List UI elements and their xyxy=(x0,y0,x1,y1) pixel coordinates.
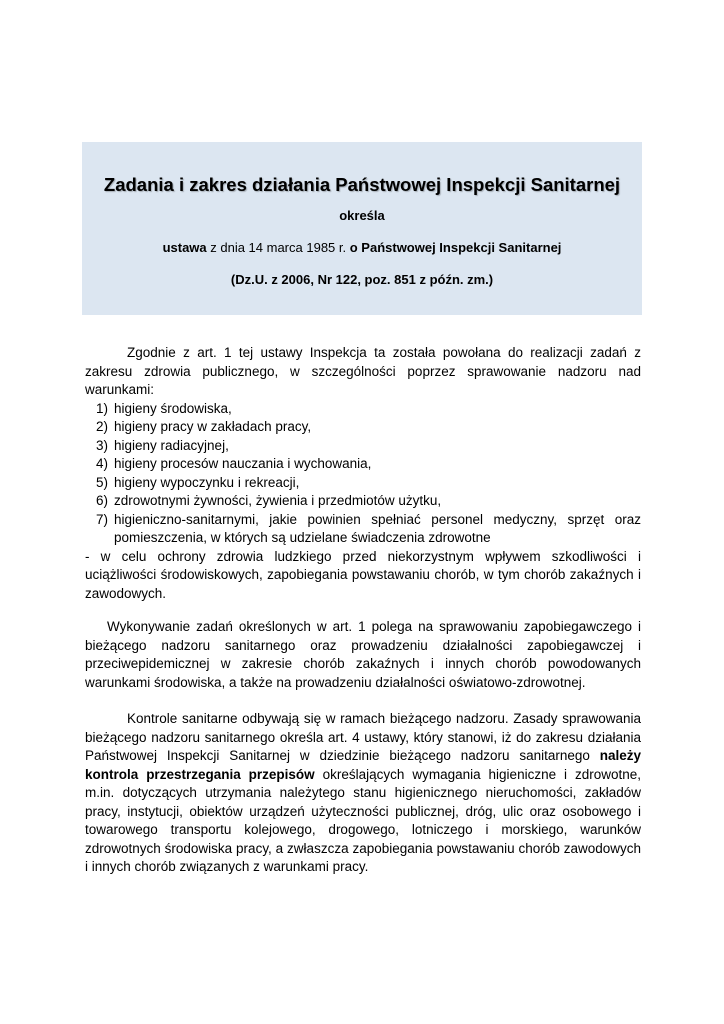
list-item-number: 1) xyxy=(95,400,108,416)
list-item-text: higieny wypoczynku i rekreacji, xyxy=(114,474,300,490)
list-item-number: 7) xyxy=(95,511,108,527)
controls-paragraph xyxy=(85,710,641,877)
act-name: o Państwowej Inspekcji Sanitarnej xyxy=(349,240,562,255)
controls-emphasis: należy kontrola przestrzegania przepisów xyxy=(85,748,641,782)
list-item xyxy=(85,511,641,548)
header-okresla: określa xyxy=(339,208,385,223)
tasks-paragraph: Wykonywanie zadań określonych w art. 1 polega na sprawowaniu zapobiegawczego i bieżącego nadzoru sanitarnego oraz prowadzeniu działalności zapobiegawczej i przeciwepidemicznej w zakresie chorób zakaźnych i innych chorób powodowanych warunkami środowiska, a także na prowadzeniu działalności oświatowo-zdrowotnej. xyxy=(85,619,641,690)
list-item-number: 3) xyxy=(95,437,108,453)
document-title: Zadania i zakres działania Państwowej Inspekcji Sanitarnej xyxy=(103,174,621,195)
intro-paragraph: Zgodnie z art. 1 tej ustawy Inspekcja ta została powołana do realizacji zadań z zakresu zdrowia publicznego, w szczególności poprzez sprawowanie nadzoru nad warunkami: xyxy=(85,345,641,397)
list-item-text: higieny radiacyjnej, xyxy=(114,437,229,453)
act-date: z dnia 14 marca 1985 r. xyxy=(206,240,350,255)
list-item xyxy=(85,418,641,437)
conditions-list xyxy=(85,400,641,548)
controls-text-end: określających wymagania higieniczne i zdrowotne, m.in. dotyczących utrzymania należytego stanu higienicznego nieruchomości, zakładów pracy, instytucji, obiektów urządzeń użyteczności publicznej, dróg, ulic oraz osobowego i towarowego transportu kolejowego, drogowego, lotniczego i morskiego, warunków zdrowotnych środowiska pracy, a zwłaszcza zapobiegania powstawaniu chorób zawodowych i innych chorób związanych z warunkami pracy. xyxy=(85,766,641,874)
list-item-text: higieny pracy w zakładach pracy, xyxy=(114,419,312,434)
list-item-text: higieny środowiska, xyxy=(114,400,232,416)
list-item xyxy=(85,437,641,456)
list-item xyxy=(85,492,641,511)
list-item xyxy=(85,400,641,419)
document-body xyxy=(85,344,641,877)
list-item-text: zdrowotnymi żywności, żywienia i przedmiotów użytku, xyxy=(114,493,442,508)
list-item-number: 6) xyxy=(95,493,108,508)
list-item-number: 5) xyxy=(95,474,108,490)
list-item-text: higieny procesów nauczania i wychowania, xyxy=(114,456,372,471)
act-label: ustawa xyxy=(162,240,207,255)
document-header-box xyxy=(82,142,642,315)
list-item xyxy=(85,455,641,474)
list-item-text: higieniczno-sanitarnymi, jakie powinien spełniać personel medyczny, sprzęt oraz pomieszczenia, w których są udzielane świadczenia zdrowotne xyxy=(114,511,641,545)
list-item-number: 2) xyxy=(95,419,108,434)
purpose-paragraph: - w celu ochrony zdrowia ludzkiego przed niekorzystnym wpływem szkodliwości i uciążliwości środowiskowych, zapobiegania powstawaniu chorób, w tym chorób zakaźnych i zawodowych. xyxy=(85,548,641,601)
list-item xyxy=(85,474,641,493)
header-act-line xyxy=(82,240,642,255)
controls-text-start: Kontrole sanitarne odbywają się w ramach bieżącego nadzoru. Zasady sprawowania bieżącego nadzoru sanitarnego określa art. 4 ustawy, który stanowi, iż do zakresu działania Państwowej Inspekcji Sanitarnej w dziedzinie bieżącego nadzoru sanitarnego xyxy=(85,711,641,763)
list-item-number: 4) xyxy=(95,456,108,471)
header-journal-reference: (Dz.U. z 2006, Nr 122, poz. 851 z późn. zm.) xyxy=(230,272,494,287)
